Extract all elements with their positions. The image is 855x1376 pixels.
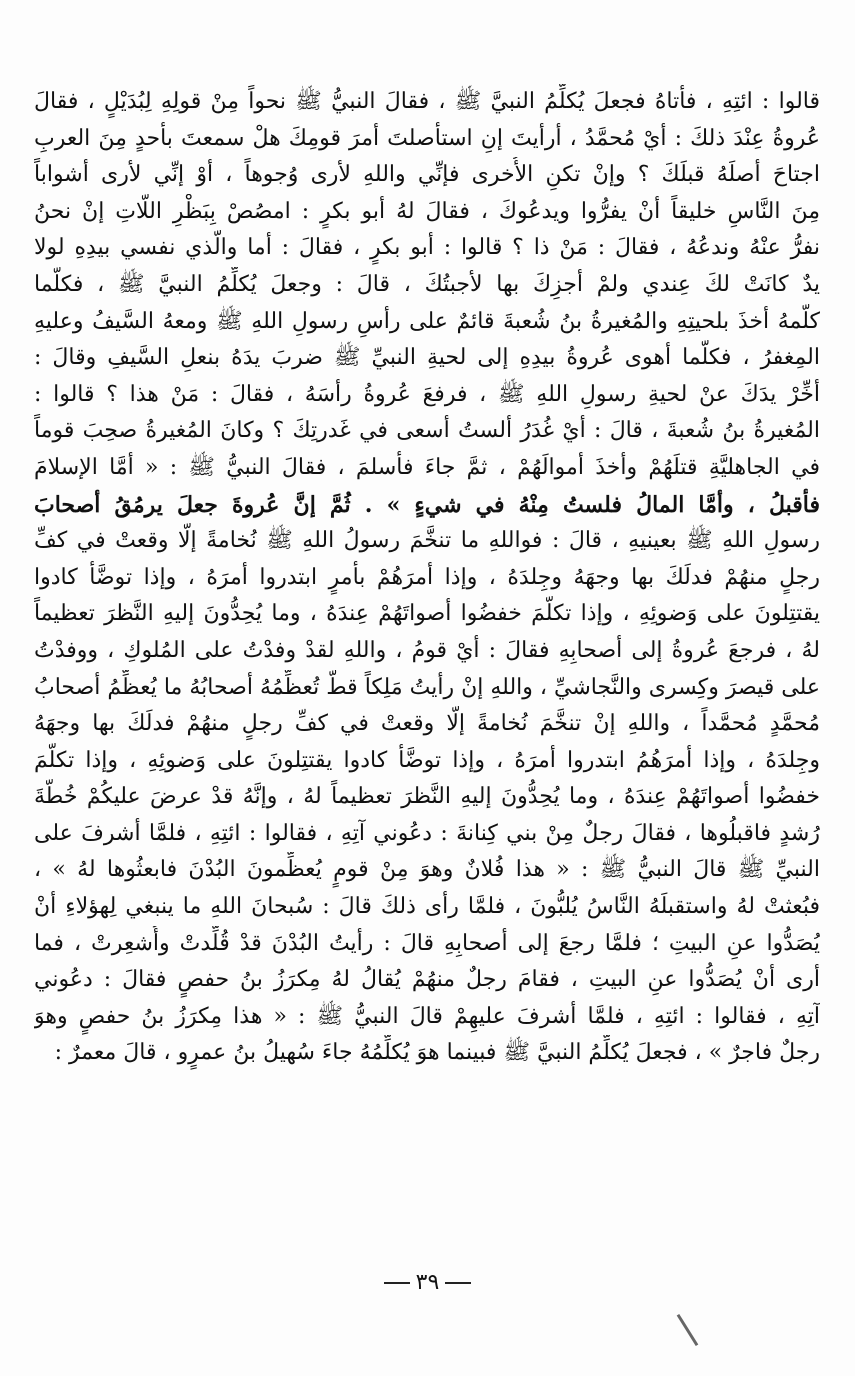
text-line-15: يقتتِلونَ على وَضوئِهِ ، وإذا تكلَّمَ خفضُوا أصواتَهُمْ عِندَهُ ، وما يُحِدُّونَ إليهِ النَّظرَ تعظيماً [34,601,820,627]
page-number: ٣٩ [415,1270,440,1295]
text-line-26: آتِهِ ، فقالوا : ائتِهِ ، فلمَّا أشرفَ عليهِمْ قالَ النبيُّ ﷺ : « هذا مِكرَزُ بنُ حفصٍ وهوَ [34,1003,820,1029]
text-line-6: يدٌ كانَتْ لكَ عِندي ولمْ أجزِكَ بها لأجبتُكَ ، قالَ : وجعلَ يُكلِّمُ النبيَّ ﷺ ، فكلَّما [34,271,820,297]
text-line-10: المُغيرةُ بنُ شُعبةَ ، قالَ : أيْ غُدَرُ ألستُ أسعى في غَدرتِكَ ؟ وكانَ المُغيرةُ صحِبَ قوماً [34,418,820,444]
text-line-14: رجلٍ منهُمْ فدلَكَ بها وجهَهُ وجِلدَهُ ، وإذا أمرَهُمْ بأمرٍ ابتدروا أمرَهُ ، وإذا توضَّأ كادوا [34,564,820,590]
text-line-2: عُروةُ عِنْدَ ذلكَ : أيْ مُحمَّدُ ، أرأيتَ إنِ استأصلتَ أمرَ قومِكَ هلْ سمعتَ بأحدٍ مِنَ العربِ [34,125,820,151]
arabic-text-body [34,84,820,1072]
text-line-17: على قيصرَ وكِسرى والنَّجاشيِّ ، واللهِ إنْ رأيتُ مَلِكاً قطُّ تُعظِّمُهُ أصحابُهُ ما يُعظِّمُ أصحابُ [34,674,820,700]
text-line-8: المِغفرُ ، فكلَّما أهوى عُروةُ بيدِهِ إلى لحيةِ النبيِّ ﷺ ضربَ يدَهُ بنعلِ السَّيفِ وقالَ : [34,345,820,371]
page-number-dash-right [445,1282,471,1284]
text-line-16: لهُ ، فرجعَ عُروةُ إلى أصحابِهِ فقالَ : أيْ قومُ ، واللهِ لقدْ وفدْتُ على المُلوكِ ، ووفدْتُ [34,637,820,663]
text-line-19: وجِلدَهُ ، وإذا أمرَهُمُ ابتدروا أمرَهُ ، وإذا توضَّأ كادوا يقتتِلونَ على وَضوئِهِ ، وإذا تكلَّمَ [34,747,820,773]
text-line-7: كلَّمهُ أخذَ بلحيتِهِ والمُغيرةُ بنُ شُعبةَ قائمٌ على رأسِ رسولِ اللهِ ﷺ ومعهُ السَّيفُ وعليهِ [34,308,820,334]
text-line-1: قالوا : ائتِهِ ، فأتاهُ فجعلَ يُكلِّمُ النبيَّ ﷺ ، فقالَ النبيُّ ﷺ نحواً مِنْ قولِهِ لِبُدَيْلٍ ، فقالَ [34,89,820,114]
text-line-20: خفضُوا أصواتَهُمْ عِندَهُ ، وما يُحِدُّونَ إليهِ النَّظرَ تعظيماً لهُ ، وإنَّهُ قدْ عرضَ عليكُمْ خُطَّةَ [34,784,820,810]
text-line-27: رجلٌ فاجرٌ » ، فجعلَ يُكلِّمُ النبيَّ ﷺ فبينما هوَ يُكلِّمُهُ جاءَ سُهيلُ بنُ عمرٍو ، قالَ معمرٌ : [54,1040,820,1066]
text-line-11: في الجاهليَّةِ قتلَهُمْ وأخذَ أموالَهُمْ ، ثمَّ جاءَ فأسلمَ ، فقالَ النبيُّ ﷺ : « أمَّا الإسلامَ [34,454,820,480]
text-line-9: أخِّرْ يدَكَ عنْ لحيةِ رسولِ اللهِ ﷺ ، فرفعَ عُروةُ رأسَهُ ، فقالَ : مَنْ هذا ؟ قالوا : [34,381,820,407]
text-line-5: نفرُّ عنْهُ وندعُهُ ، فقالَ : مَنْ ذا ؟ قالوا : أبو بكرٍ ، فقالَ : أما والَّذي نفسي بيدِهِ لولا [34,235,820,261]
text-line-4: مِنَ النَّاسِ خليقاً أنْ يفرُّوا ويدعُوكَ ، فقالَ لهُ أبو بكرٍ : امصُصْ بِبَظْرِ اللَّاتِ إنْ نحنُ [34,198,820,224]
text-line-12: فأقبلُ ، وأمَّا المالُ فلستُ مِنْهُ في شيءٍ » . ثُمَّ إنَّ عُروةَ جعلَ يرمُقُ أصحابَ [34,491,820,518]
text-line-21: رُشدٍ فاقبلُوها ، فقالَ رجلٌ مِنْ بني كِنانةَ : دعُوني آتِهِ ، فقالوا : ائتِهِ ، فلمَّا أشرفَ على [34,820,820,846]
text-line-24: يُصَدُّوا عنِ البيتِ ؛ فلمَّا رجعَ إلى أصحابِهِ قالَ : رأيتُ البُدْنَ قدْ قُلِّدتْ وأُشعِرتْ ، فما [34,930,820,956]
page-number-dash-left [384,1282,410,1284]
text-line-3: اجتاحَ أصلَهُ قبلَكَ ؟ وإنْ تكنِ الأُخرى فإنِّي واللهِ لأرى وُجوهاً ، أوْ إنِّي لأرى أشواباً [34,162,820,188]
text-line-13: رسولِ اللهِ ﷺ بعينيهِ ، قالَ : فواللهِ ما تنخَّمَ رسولُ اللهِ ﷺ نُخامةً إلَّا وقعتْ في كفِّ [34,528,820,554]
text-line-22: النبيِّ ﷺ قالَ النبيُّ ﷺ : « هذا فُلانٌ وهوَ مِنْ قومٍ يُعظِّمونَ البُدْنَ فابعثُوها لهُ » ، [34,857,820,883]
page-number-footer [0,1270,855,1295]
text-line-18: مُحمَّدٍ مُحمَّداً ، واللهِ إنْ تنخَّمَ نُخامةً إلَّا وقعتْ في كفِّ رجلٍ منهُمْ فدلَكَ بها وجهَهُ [34,711,820,737]
text-line-25: أرى أنْ يُصَدُّوا عنِ البيتِ ، فقامَ رجلٌ منهُمْ يُقالُ لهُ مِكرَزُ بنُ حفصٍ فقالَ : دعُوني [34,967,820,993]
scan-stray-mark [677,1314,699,1346]
text-line-23: فبُعثتْ لهُ واستقبلَهُ النَّاسُ يُلبُّونَ ، فلمَّا رأى ذلكَ قالَ : سُبحانَ اللهِ ما ينبغي لِهؤلاءِ أنْ [34,894,820,920]
